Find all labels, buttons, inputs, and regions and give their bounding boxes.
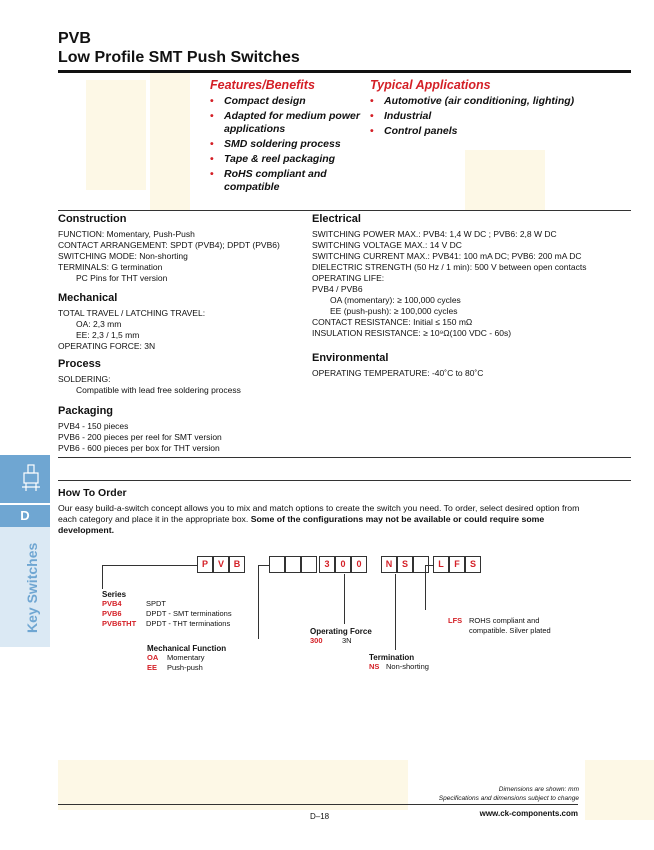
applications-list xyxy=(370,95,630,138)
connector-line xyxy=(425,565,433,566)
process-heading: Process xyxy=(58,358,101,370)
electrical-heading: Electrical xyxy=(312,213,361,225)
side-tab-letter: D xyxy=(0,505,50,527)
top-divider xyxy=(58,70,631,73)
order-box: N xyxy=(381,556,397,573)
section-divider xyxy=(58,480,631,481)
option-code: PVB4 xyxy=(102,599,122,608)
section-divider xyxy=(58,457,631,458)
applications-panel xyxy=(370,78,630,140)
order-box: B xyxy=(229,556,245,573)
order-box xyxy=(301,556,317,573)
option-desc: Non-shorting xyxy=(386,662,429,671)
mech-function-heading: Mechanical Function xyxy=(147,644,227,653)
option-desc: ROHS compliant and xyxy=(469,616,540,625)
electrical-section xyxy=(312,213,586,339)
howto-text xyxy=(58,503,588,536)
packaging-section xyxy=(58,405,222,454)
list-item: • Control panels xyxy=(370,125,458,137)
option-desc: DPDT - SMT terminations xyxy=(146,609,232,618)
connector-line xyxy=(102,565,103,589)
order-box: P xyxy=(197,556,213,573)
connector-line xyxy=(258,565,269,566)
order-box: S xyxy=(465,556,481,573)
mechanical-heading: Mechanical xyxy=(58,292,118,304)
list-item: • Compact design xyxy=(210,95,306,107)
option-row xyxy=(310,636,372,646)
environmental-line: OPERATING TEMPERATURE: -40˚C to 80˚C xyxy=(312,368,484,378)
order-box: V xyxy=(213,556,229,573)
construction-line: PC Pins for THT version xyxy=(76,273,168,283)
connector-line xyxy=(425,565,426,610)
electrical-line: OA (momentary): ≥ 100,000 cycles xyxy=(330,295,461,305)
order-box: L xyxy=(433,556,449,573)
applications-heading: Typical Applications xyxy=(370,78,491,92)
mechanical-line: TOTAL TRAVEL / LATCHING TRAVEL: xyxy=(58,308,206,318)
process-line: SOLDERING: xyxy=(58,374,111,384)
electrical-line: CONTACT RESISTANCE: Initial ≤ 150 mΩ xyxy=(312,317,473,327)
option-row xyxy=(102,619,232,629)
packaging-heading: Packaging xyxy=(58,405,114,417)
packaging-line: PVB6 - 600 pieces per box for THT version xyxy=(58,443,220,453)
mechanical-section xyxy=(58,292,205,352)
option-desc: Momentary xyxy=(167,653,205,662)
list-item: • SMD soldering process xyxy=(210,138,341,150)
mechanical-line: EE: 2,3 / 1,5 mm xyxy=(76,330,140,340)
option-code: OA xyxy=(147,653,159,662)
page-title: Low Profile SMT Push Switches xyxy=(58,49,300,66)
list-item: • Adapted for medium power applications xyxy=(210,110,360,135)
order-box: F xyxy=(449,556,465,573)
order-box: S xyxy=(397,556,413,573)
mechanical-line: OPERATING FORCE: 3N xyxy=(58,341,156,351)
list-item: • Industrial xyxy=(370,110,432,122)
termination-heading: Termination xyxy=(369,653,415,662)
electrical-line: SWITCHING VOLTAGE MAX.: 14 V DC xyxy=(312,240,462,250)
page-title-code: PVB xyxy=(58,30,91,47)
process-section xyxy=(58,358,241,396)
electrical-line: SWITCHING CURRENT MAX.: PVB41: 100 mA DC; PVB6: 200 mA DC xyxy=(312,251,582,261)
option-desc: 3N xyxy=(342,636,352,645)
construction-line: CONTACT ARRANGEMENT: SPDT (PVB4); DPDT (PVB6) xyxy=(58,240,280,250)
electrical-line: INSULATION RESISTANCE: ≥ 10⁹Ω(100 VDC - 60s) xyxy=(312,328,512,338)
side-tab-icon-area xyxy=(0,455,50,503)
series-heading: Series xyxy=(102,590,127,599)
features-list xyxy=(210,95,360,194)
order-box xyxy=(269,556,285,573)
connector-line xyxy=(258,565,259,639)
features-heading: Features/Benefits xyxy=(210,78,315,92)
footer-divider xyxy=(58,804,578,805)
electrical-line: DIELECTRIC STRENGTH (50 Hz / 1 min): 500 V between open contacts xyxy=(312,262,587,272)
series-block xyxy=(102,590,232,629)
option-desc: Push-push xyxy=(167,663,203,672)
side-tab-label: Key Switches xyxy=(24,542,40,633)
list-item: • Automotive (air conditioning, lighting) xyxy=(370,95,575,107)
option-row xyxy=(102,609,232,619)
construction-line: SWITCHING MODE: Non-shorting xyxy=(58,251,188,261)
option-desc: compatible. Silver plated xyxy=(469,626,551,635)
watermark-block xyxy=(58,760,408,810)
footer-dims: Dimensions are shown: mm xyxy=(498,786,579,793)
watermark-block xyxy=(465,150,545,210)
option-row xyxy=(369,662,429,672)
watermark-block xyxy=(150,70,190,210)
option-code: PVB6 xyxy=(102,609,122,618)
electrical-line: EE (push-push): ≥ 100,000 cycles xyxy=(330,306,458,316)
list-item: • Tape & reel packaging xyxy=(210,153,336,165)
option-code: EE xyxy=(147,663,158,672)
operating-force-block xyxy=(310,627,372,646)
footer-spec: Specifications and dimensions subject to change xyxy=(438,795,579,802)
switch-icon xyxy=(0,455,50,503)
packaging-line: PVB4 - 150 pieces xyxy=(58,421,129,431)
order-box xyxy=(285,556,301,573)
list-item: • RoHS compliant and compatible xyxy=(210,168,327,193)
connector-line xyxy=(395,574,396,650)
process-line: Compatible with lead free soldering process xyxy=(76,385,241,395)
construction-line: TERMINALS: G termination xyxy=(58,262,163,272)
packaging-line: PVB6 - 200 pieces per reel for SMT version xyxy=(58,432,222,442)
features-panel xyxy=(210,78,360,196)
option-row xyxy=(448,616,551,626)
option-code: NS xyxy=(369,662,380,671)
electrical-line: OPERATING LIFE: xyxy=(312,273,385,283)
website-url: www.ck-components.com xyxy=(479,809,578,818)
construction-line: FUNCTION: Momentary, Push-Push xyxy=(58,229,195,239)
howto-bold: Some of the configurations may not be available or could require some development. xyxy=(58,514,545,535)
option-code: PVB6THT xyxy=(102,619,137,628)
order-box: 0 xyxy=(351,556,367,573)
electrical-line: SWITCHING POWER MAX.: PVB4: 1,4 W DC ; PVB6: 2,8 W DC xyxy=(312,229,557,239)
order-box: 3 xyxy=(319,556,335,573)
option-row xyxy=(102,599,232,609)
mechanical-line: OA: 2,3 mm xyxy=(76,319,122,329)
construction-section xyxy=(58,213,280,284)
section-divider xyxy=(58,210,631,211)
option-row xyxy=(147,653,226,663)
order-box: 0 xyxy=(335,556,351,573)
electrical-line: PVB4 / PVB6 xyxy=(312,284,363,294)
option-row xyxy=(147,663,226,673)
environmental-heading: Environmental xyxy=(312,352,389,364)
howto-heading: How To Order xyxy=(58,487,127,499)
watermark-block xyxy=(86,80,146,190)
option-desc: SPDT xyxy=(146,599,167,608)
operating-force-heading: Operating Force xyxy=(310,627,372,636)
option-code: 300 xyxy=(310,636,323,645)
connector-line xyxy=(344,574,345,624)
howto-body: Our easy build-a-switch concept allows you to mix and match options to create the switch you need. To order, select desired option from each category and place it in the appropriate box. xyxy=(58,503,580,524)
lfs-block xyxy=(448,616,551,636)
environmental-section xyxy=(312,352,483,379)
connector-line xyxy=(102,565,197,566)
page-number: D–18 xyxy=(310,812,330,821)
mech-function-block xyxy=(147,644,226,673)
construction-heading: Construction xyxy=(58,213,127,225)
watermark-block xyxy=(585,760,654,820)
option-desc: DPDT - THT terminations xyxy=(146,619,231,628)
termination-block xyxy=(369,653,429,672)
option-code: LFS xyxy=(448,616,463,625)
